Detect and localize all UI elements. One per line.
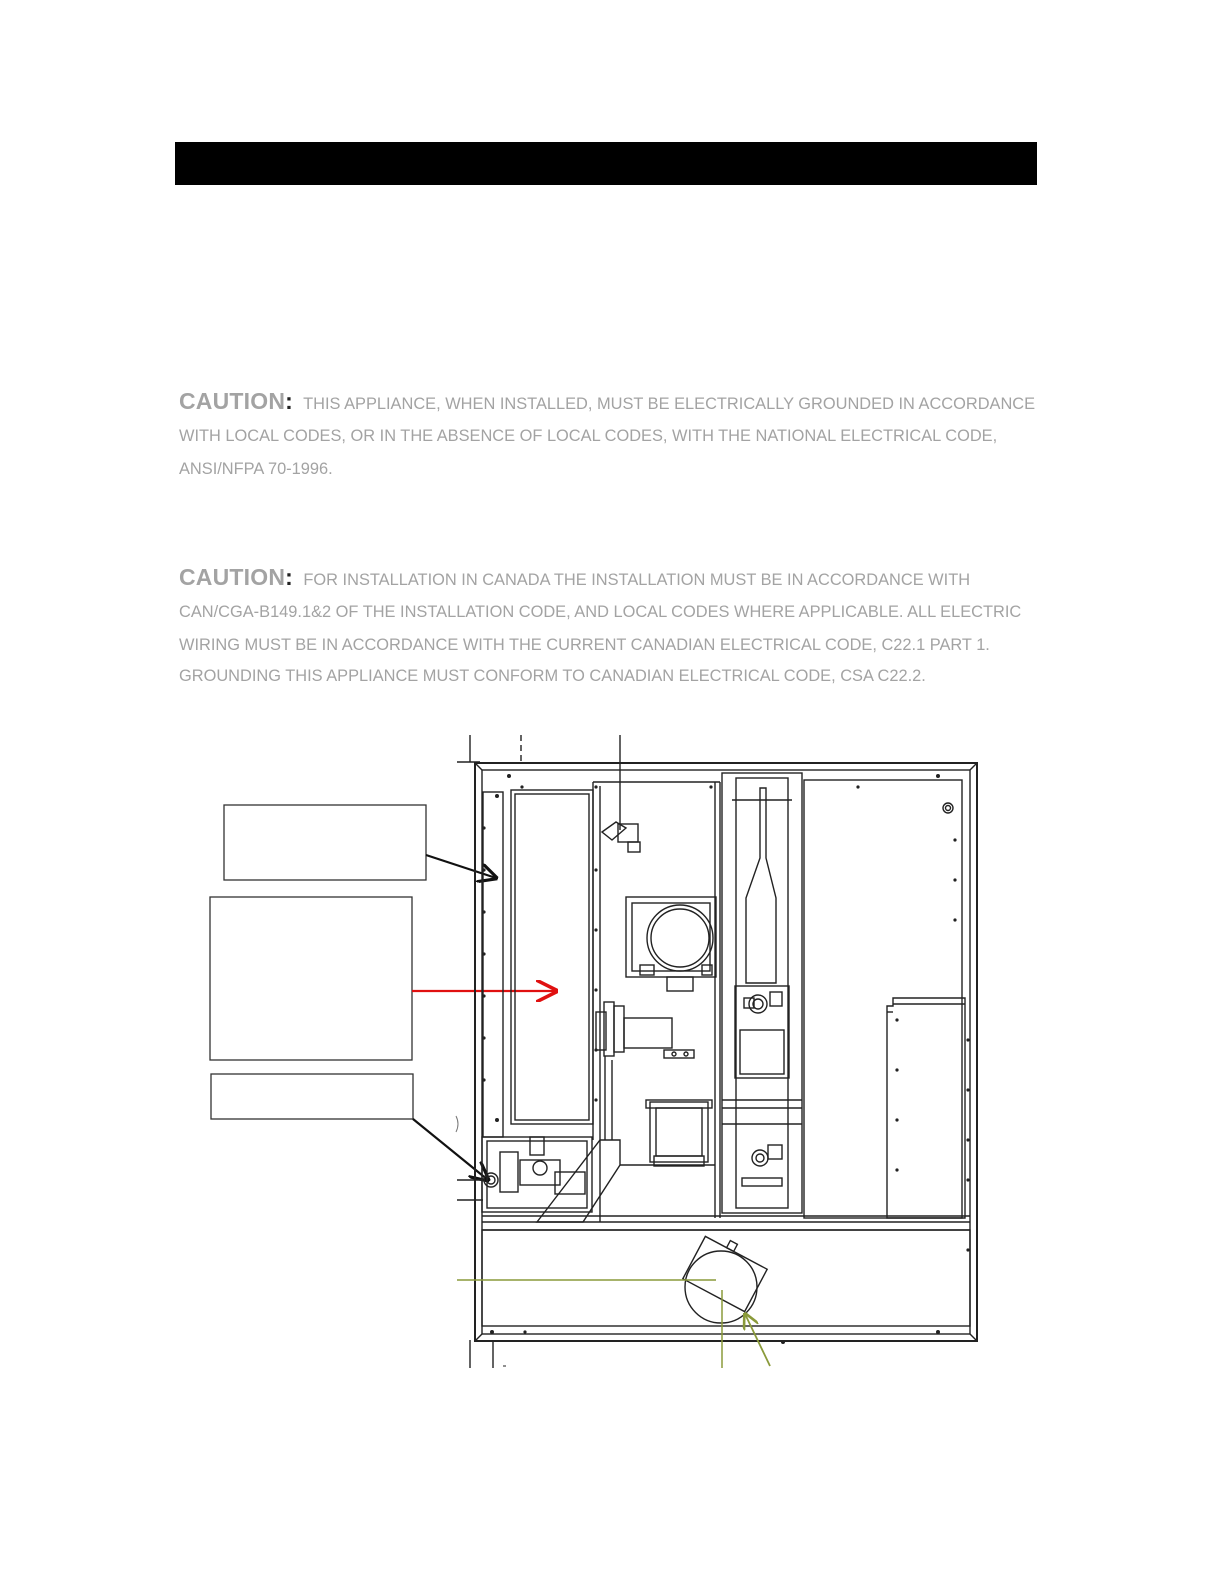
pulley-assembly — [596, 1002, 694, 1140]
blower-motor — [626, 897, 716, 991]
caution-colon: : — [285, 388, 293, 414]
callout-box-top — [224, 805, 426, 880]
right-upper-panel — [804, 780, 962, 1218]
leader-arrow-top — [426, 855, 496, 878]
diagonal-duct — [537, 1140, 620, 1222]
fastener-dots — [482, 774, 969, 1344]
vertical-track — [722, 773, 802, 1213]
cabinet-inner — [482, 770, 970, 1334]
caution-label: CAUTION — [179, 564, 286, 590]
caution-text-line: WIRING MUST BE IN ACCORDANCE WITH THE CURRENT CANADIAN ELECTRICAL CODE, C22.1 PART 1. — [179, 636, 990, 654]
leader-arrow-bottom — [413, 1119, 488, 1180]
panel-fastener — [943, 803, 953, 813]
caution-canada — [179, 560, 1039, 692]
caution-text-line: GROUNDING THIS APPLIANCE MUST CONFORM TO CANADIAN ELECTRICAL CODE, CSA C22.2. — [179, 667, 926, 685]
caution-text-line: FOR INSTALLATION IN CANADA THE INSTALLATION MUST BE IN ACCORDANCE WITH — [303, 571, 971, 589]
caution-text-line: THIS APPLIANCE, WHEN INSTALLED, MUST BE ELECTRICALLY GROUNDED IN ACCORDANCE — [303, 395, 1036, 413]
caution-label: CAUTION — [179, 388, 286, 414]
caution-grounding — [179, 384, 1039, 485]
callout-box-bottom — [211, 1074, 413, 1119]
caution-text-line: WITH LOCAL CODES, OR IN THE ABSENCE OF LOCAL CODES, WITH THE NATIONAL ELECTRICAL CODE, — [179, 427, 998, 445]
cabinet-outer — [475, 763, 977, 1341]
right-lower-panel — [887, 998, 965, 1218]
caution-colon: : — [285, 564, 293, 590]
base-compartment — [482, 1230, 970, 1326]
left-side-panel — [483, 792, 503, 1137]
gas-valve-assembly — [457, 1137, 592, 1212]
caution-text-line: CAN/CGA-B149.1&2 OF THE INSTALLATION CODE, AND LOCAL CODES WHERE APPLICABLE. ALL ELECTRIC — [179, 603, 1022, 621]
appliance-interior-diagram — [200, 730, 1000, 1370]
callout-box-middle — [210, 897, 412, 1060]
control-panel — [511, 790, 593, 1124]
lower-component — [646, 1100, 712, 1166]
top-fitting — [602, 822, 640, 852]
caution-text-line: ANSI/NFPA 70-1996. — [179, 460, 333, 478]
small-paren-mark — [456, 1116, 458, 1132]
header-bar — [175, 142, 1037, 185]
